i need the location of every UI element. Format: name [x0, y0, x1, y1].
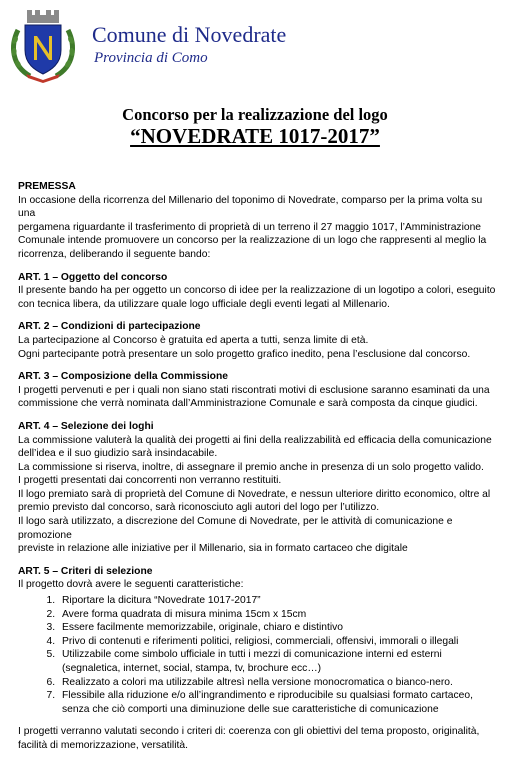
body-line: La commissione valuterà la qualità dei progetti ai fini della realizzabilità ed efficacia della comunicazione	[18, 434, 492, 446]
list-item: 4. Privo di contenuti e riferimenti politici, religiosi, commerciali, offensivi, immorali o illegali	[58, 635, 500, 649]
list-item: 7. Flessibile alla riduzione e/o all’ingrandimento e riproducibile su qualsiasi formato cartaceo, senza che ciò comporti una diminuzione delle sue caratteristiche di comunicazione	[58, 689, 500, 716]
body-line: In occasione della ricorrenza del Millenario del toponimo di Novedrate, comparso per la prima volta su una	[18, 194, 483, 220]
body-line: Il logo premiato sarà di proprietà del Comune di Novedrate, e nessun ulteriore diritto economico, oltre al	[18, 488, 491, 500]
contest-title: Concorso per la realizzazione del logo	[122, 105, 388, 124]
body-line: Ogni partecipante potrà presentare un solo progetto grafico inedito, pena l’esclusione dal concorso.	[18, 348, 471, 360]
body-line: Il presente bando ha per oggetto un concorso di idee per la realizzazione di un logotipo a colori, eseguito	[18, 285, 496, 297]
closing-paragraph	[18, 725, 500, 752]
section-premessa	[18, 180, 500, 262]
body-line: Il progetto dovrà avere le seguenti caratteristiche:	[18, 579, 244, 591]
body-line: I progetti pervenuti e per i quali non siano stati riscontrati motivi di esclusione saranno esaminati da una	[18, 384, 490, 396]
list-item: 3. Essere facilmente memorizzabile, originale, chiaro e distintivo	[58, 621, 500, 635]
section-heading: ART. 2 – Condizioni di partecipazione	[18, 321, 201, 333]
list-item: 1. Riportare la dicitura “Novedrate 1017-2017”	[58, 594, 500, 608]
section-art5	[18, 565, 500, 717]
municipality-name: Comune di Novedrate	[92, 22, 287, 47]
section-heading: ART. 3 – Composizione della Commissione	[18, 371, 228, 383]
body-line: commissione che verrà nominata dall’Amministrazione Comunale e sarà composta da cinque giudici.	[18, 398, 478, 410]
section-art2	[18, 320, 500, 361]
coat-of-arms-icon	[8, 6, 78, 84]
body-line: ricorrenza, deliberando il seguente bando:	[18, 248, 211, 260]
body-line: Il logo sarà utilizzato, a discrezione del Comune di Novedrate, per le attività di comunicazione e promozione	[18, 516, 453, 541]
province-name: Provincia di Como	[94, 50, 208, 66]
section-art3	[18, 370, 500, 411]
section-art1	[18, 271, 500, 312]
document-body	[18, 180, 500, 753]
body-line: I progetti verranno valutati secondo i criteri di: coerenza con gli obiettivi del tema proposto, originalità,	[18, 726, 480, 738]
body-line: La commissione si riserva, inoltre, di assegnare il premio anche in presenza di un solo progetto valido.	[18, 461, 484, 473]
body-line: dell’idea e il suo giudizio sarà insindacabile.	[18, 448, 218, 460]
section-heading: ART. 1 – Oggetto del concorso	[18, 271, 168, 283]
section-heading: PREMESSA	[18, 181, 76, 192]
body-line: facilità di memorizzazione, versatilità.	[18, 739, 188, 751]
body-line: premio previsto dal concorso, sarà riconosciuto agli autori del logo per l’utilizzo.	[18, 502, 380, 514]
body-line: Comunale intende promuovere un concorso per la realizzazione di un logo che rappresenti al meglio la	[18, 235, 487, 247]
list-item: 2. Avere forma quadrata di misura minima 15cm x 15cm	[58, 608, 500, 622]
section-heading: ART. 4 – Selezione dei loghi	[18, 420, 154, 432]
criteria-list	[18, 594, 500, 716]
section-art4	[18, 420, 500, 556]
body-line: pergamena riguardante il trasferimento di proprietà di un terreno il 27 maggio 1017, l’Amministrazione	[18, 221, 482, 233]
body-line: con tecnica libera, da utilizzare quale logo ufficiale degli eventi legati al Millenario.	[18, 298, 390, 310]
body-line: I progetti presentati dai concorrenti non verranno restituiti.	[18, 475, 282, 487]
logo-title: “NOVEDRATE 1017-2017”	[130, 124, 380, 148]
body-line: La partecipazione al Concorso è gratuita ed aperta a tutti, senza limite di età.	[18, 334, 369, 346]
section-heading: ART. 5 – Criteri di selezione	[18, 565, 153, 577]
list-item: 5. Utilizzabile come simbolo ufficiale in tutti i mezzi di comunicazione interni ed esterni (segnaletica, internet, social, stampa, tv, brochure ecc…)	[58, 648, 500, 675]
body-line: previste in relazione alle iniziative per il Millenario, sia in formato cartaceo che digitale	[18, 543, 408, 555]
list-item: 6. Realizzato a colori ma utilizzabile altresì nella versione monocromatica o bianco-nero.	[58, 676, 500, 690]
